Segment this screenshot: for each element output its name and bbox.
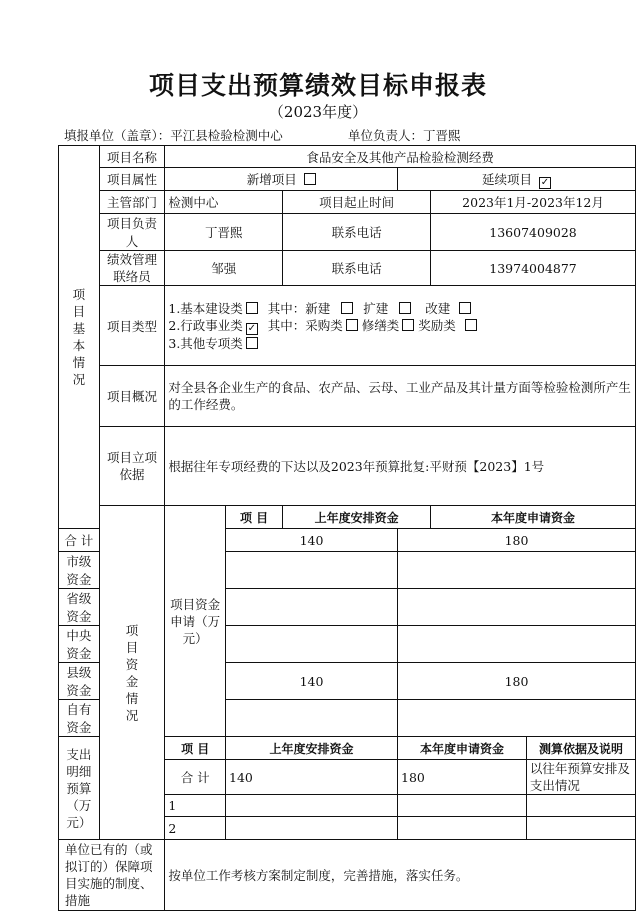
funds-row-last <box>226 552 398 589</box>
detail-row-last <box>226 817 398 840</box>
funds-head-this: 本年度申请资金 <box>431 506 636 529</box>
funds-row-name: 合 计 <box>59 529 100 552</box>
type-other-checkbox[interactable] <box>246 337 258 349</box>
attr-new-label: 新增项目 <box>246 172 297 187</box>
type-reward-checkbox[interactable] <box>465 319 477 331</box>
type-line-1: 1.基本建设类 其中：新建 扩建 改建 <box>168 300 632 317</box>
project-name-label: 项目名称 <box>99 146 165 168</box>
detail-row-index: 2 <box>165 817 226 840</box>
detail-head-last: 上年度安排资金 <box>226 737 398 760</box>
project-leader-label: 项目负责人 <box>99 214 165 251</box>
attr-continue-label: 延续项目 <box>482 171 533 187</box>
type-rebuild-checkbox[interactable] <box>459 302 471 314</box>
funds-row-name: 县级资金 <box>59 663 100 700</box>
measures-label: 单位已有的（或拟订的）保障项目实施的制度、措施 <box>59 840 165 911</box>
attr-new-checkbox[interactable] <box>304 173 316 185</box>
funds-row-name: 中央资金 <box>59 626 100 663</box>
funds-side-label: 项 目 资 金 情 况 <box>99 506 165 840</box>
type-purchase-checkbox[interactable] <box>346 319 358 331</box>
overview-value: 对全县各企业生产的食品、农产品、云母、工业产品及其计量方面等检验检测所产生的工作经费。 <box>165 366 636 427</box>
dept-label: 主管部门 <box>99 191 165 214</box>
funds-row-name: 自有资金 <box>59 700 100 737</box>
period-label: 项目起止时间 <box>283 191 431 214</box>
detail-total-basis: 以往年预算安排及支出情况 <box>526 760 635 795</box>
detail-row-basis <box>526 817 635 840</box>
funds-row-last: 140 <box>226 663 398 700</box>
project-attr-continue <box>398 168 636 191</box>
funds-row-last <box>226 700 398 737</box>
contact-name: 邹强 <box>165 251 283 286</box>
detail-total-name: 合 计 <box>165 760 226 795</box>
detail-row-last <box>226 795 398 817</box>
project-leader-name: 丁晋熙 <box>165 214 283 251</box>
contact-phone-value: 13974004877 <box>431 251 636 286</box>
funds-head-item: 项 目 <box>226 506 283 529</box>
contact-label: 绩效管理联络员 <box>99 251 165 286</box>
detail-head-basis: 测算依据及说明 <box>526 737 635 760</box>
funds-apply-label: 项目资金申请（万元） <box>165 506 226 737</box>
unit-leader-label: 单位负责人：丁晋熙 <box>348 128 461 143</box>
funds-row-last <box>226 626 398 663</box>
project-attr-label: 项目属性 <box>99 168 165 191</box>
funds-head-last: 上年度安排资金 <box>283 506 431 529</box>
basis-label: 项目立项依据 <box>99 427 165 506</box>
period-value: 2023年1月-2023年12月 <box>431 191 636 214</box>
funds-row-name: 省级资金 <box>59 589 100 626</box>
funds-row-this <box>398 589 636 626</box>
budget-form-table <box>58 145 636 911</box>
leader-phone-label: 联系电话 <box>283 214 431 251</box>
project-attr-new <box>165 168 398 191</box>
basic-info-side-label: 项 目 基 本 情 况 <box>59 146 100 529</box>
form-year: （2023年度） <box>268 103 368 121</box>
detail-head-item: 项 目 <box>165 737 226 760</box>
contact-phone-label: 联系电话 <box>283 251 431 286</box>
funds-row-last: 140 <box>226 529 398 552</box>
attr-continue-checkbox[interactable]: ✓ <box>540 176 550 188</box>
detail-total-last: 140 <box>226 760 398 795</box>
project-name-value: 食品安全及其他产品检验检测经费 <box>165 146 636 168</box>
type-repair-checkbox[interactable] <box>402 319 414 331</box>
detail-head-this: 本年度申请资金 <box>398 737 527 760</box>
project-type-options <box>165 286 636 366</box>
dept-value: 检测中心 <box>165 191 283 214</box>
type-expand-checkbox[interactable] <box>399 302 411 314</box>
fill-unit-label: 填报单位（盖章）：平江县检验检测中心 <box>64 128 283 143</box>
type-line-3: 3.其他专项类 <box>168 335 632 352</box>
detail-row-this <box>398 817 527 840</box>
leader-phone-value: 13607409028 <box>431 214 636 251</box>
type-admin-checkbox[interactable]: ✓ <box>247 322 256 334</box>
detail-budget-label: 支出明细预算（万元） <box>59 737 100 840</box>
measures-value: 按单位工作考核方案制定制度，完善措施，落实任务。 <box>165 840 636 911</box>
form-title: 项目支出预算绩效目标申报表 <box>148 71 487 100</box>
funds-row-name: 市级资金 <box>59 552 100 589</box>
funds-row-this: 180 <box>398 529 636 552</box>
type-line-2: 2.行政事业类 ✓ 其中：采购类 修缮类 奖励类 <box>168 317 632 335</box>
funds-row-this: 180 <box>398 663 636 700</box>
type-new-checkbox[interactable] <box>341 302 353 314</box>
detail-row-basis <box>526 795 635 817</box>
basis-value: 根据往年专项经费的下达以及2023年预算批复:平财预【2023】1号 <box>165 427 636 506</box>
detail-total-this: 180 <box>398 760 527 795</box>
detail-row-index: 1 <box>165 795 226 817</box>
type-basic-checkbox[interactable] <box>246 302 258 314</box>
funds-row-this <box>398 626 636 663</box>
funds-row-this <box>398 700 636 737</box>
funds-row-last <box>226 589 398 626</box>
detail-row-this <box>398 795 527 817</box>
project-type-label: 项目类型 <box>99 286 165 366</box>
overview-label: 项目概况 <box>99 366 165 427</box>
funds-row-this <box>398 552 636 589</box>
